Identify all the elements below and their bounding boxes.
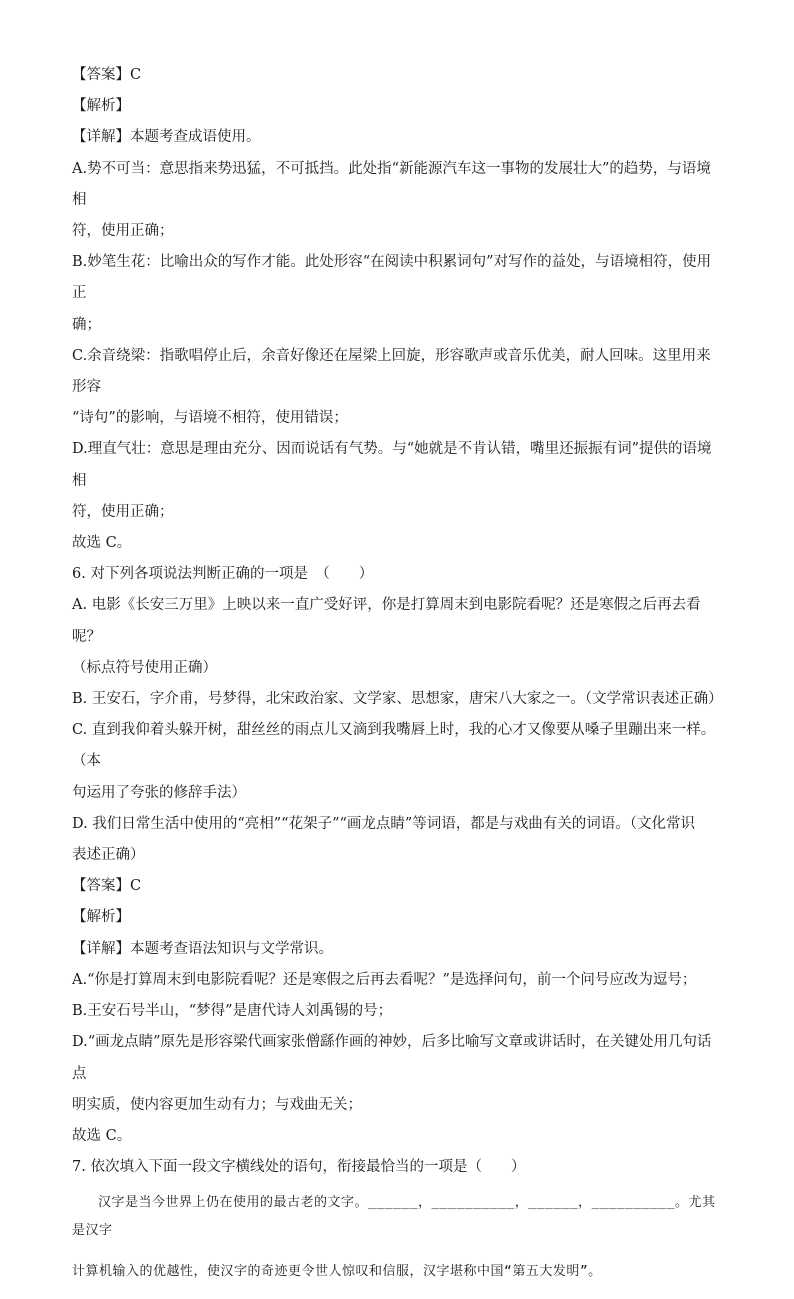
q5-explanation-c-line1: C.余音绕梁：指歌唱停止后，余音好像还在屋梁上回旋，形容歌声或音乐优美，耐人回味。这里用来形容 xyxy=(72,347,711,396)
q5-explanation-a-line2: 符，使用正确； xyxy=(72,223,174,240)
q6-analysis-label: 【解析】 xyxy=(72,909,130,926)
document-page xyxy=(72,60,722,1299)
q6-explanation-b: B.王安石号半山，“梦得”是唐代诗人刘禹锡的号； xyxy=(72,1003,393,1020)
q6-stem: 6. 对下列各项说法判断正确的一项是 （ ） xyxy=(72,566,374,583)
q5-explanation-c-line2: “诗句”的影响，与语境不相符，使用错误； xyxy=(72,410,348,427)
q6-option-a-line2: （标点符号使用正确） xyxy=(72,659,217,676)
q6-option-a-line1: A. 电影《长安三万里》上映以来一直广受好评，你是打算周末到电影院看呢？还是寒假之后再去看呢？ xyxy=(72,597,701,645)
q6-option-c-line1: C. 直到我仰着头躲开树，甜丝丝的雨点儿又滴到我嘴唇上时，我的心才又像要从嗓子里蹦出来一样。（本 xyxy=(72,722,716,770)
q5-explanation-a-line1: A.势不可当：意思指来势迅猛，不可抵挡。此处指“新能源汽车这一事物的发展壮大”的趋势，与语境相 xyxy=(72,160,711,208)
q6-detail: 【详解】本题考查语法知识与文学常识。 xyxy=(72,940,333,957)
q6-explanation-d-line2: 明实质，使内容更加生动有力；与戏曲无关； xyxy=(72,1096,362,1113)
q6-option-d-line2: 表述正确） xyxy=(72,847,145,864)
q5-explanation-d-line2: 符，使用正确； xyxy=(72,503,174,520)
q5-explanation-b-line1: B.妙笔生花：比喻出众的写作才能。此处形容“在阅读中积累词句”对写作的益处，与语境相符，使用正 xyxy=(72,254,712,302)
q5-explanation-b-line2: 确； xyxy=(72,316,101,333)
q5-explanation-d-line1: D.理直气壮：意思是理由充分、因而说话有气势。与“她就是不肯认错，嘴里还振振有词”提供的语境相 xyxy=(72,441,712,489)
q5-conclusion: 故选 C。 xyxy=(72,535,132,552)
q6-answer: 【答案】C xyxy=(72,878,142,895)
q5-analysis-label: 【解析】 xyxy=(72,98,130,115)
q6-option-c-line2: 句运用了夸张的修辞手法） xyxy=(72,784,246,801)
q5-detail: 【详解】本题考查成语使用。 xyxy=(72,129,261,146)
q6-explanation-a: A.“你是打算周末到电影院看呢？还是寒假之后再去看呢？”是选择问句，前一个问号应改为逗号； xyxy=(72,971,697,988)
q7-stem: 7. 依次填入下面一段文字横线处的语句，衔接最恰当的一项是（ ） xyxy=(72,1159,526,1176)
q6-option-d-line1: D. 我们日常生活中使用的“亮相”“花架子”“画龙点睛”等词语，都是与戏曲有关的词语。（文化常识 xyxy=(72,815,696,832)
q5-answer: 【答案】C xyxy=(72,67,142,83)
q7-passage-line2: 计算机输入的优越性，使汉字的奇迹更令世人惊叹和信服，汉字堪称中国“第五大发明”。 xyxy=(72,1264,602,1280)
q6-explanation-d-line1: D.“画龙点睛”原先是形容梁代画家张僧繇作画的神妙，后多比喻写文章或讲话时，在关键处用几句话点 xyxy=(72,1034,712,1082)
q7-passage-line1: 汉字是当今世界上仍在使用的最古老的文字。______，__________，______，__________。尤其是汉字 xyxy=(72,1195,716,1239)
q6-option-b: B. 王安石，字介甫，号梦得，北宋政治家、文学家、思想家，唐宋八大家之一。（文学常识表述正确） xyxy=(72,691,723,708)
q6-conclusion: 故选 C。 xyxy=(72,1127,132,1144)
